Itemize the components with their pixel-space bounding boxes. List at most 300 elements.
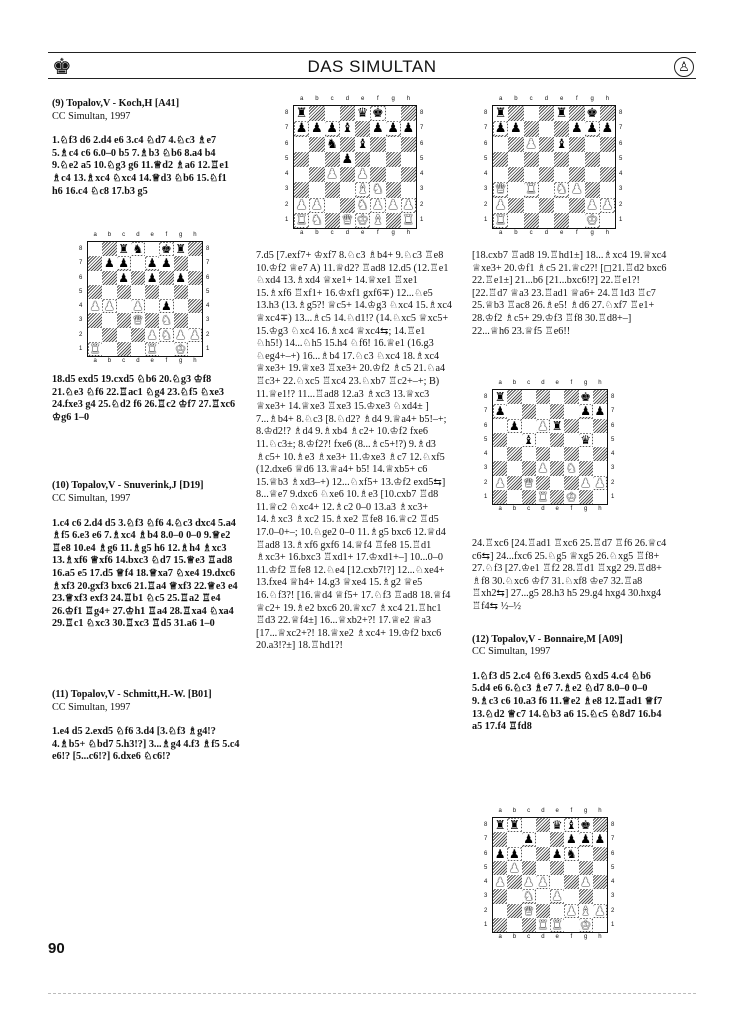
- white-king-icon: ♚: [586, 212, 598, 228]
- white-pawn-icon: ♟: [146, 327, 158, 342]
- board-square-e2: [145, 328, 159, 342]
- file-label: a: [498, 808, 502, 814]
- board-square-d2: [536, 476, 550, 490]
- board-square-d3: [539, 182, 554, 197]
- white-knight-icon: ♞: [555, 182, 568, 198]
- board-square-f1: [370, 213, 385, 228]
- file-label: h: [598, 380, 602, 386]
- page-title: DAS SIMULTAN: [307, 57, 437, 76]
- file-label: h: [193, 232, 197, 238]
- white-queen-icon: ♛: [341, 212, 354, 228]
- board-square-f3: [370, 182, 385, 197]
- board-square-f4: [564, 447, 578, 461]
- rank-label: 7: [484, 836, 488, 843]
- board-square-d1: [536, 490, 550, 504]
- board-square-a2: [88, 328, 102, 342]
- black-queen-icon: ♛: [551, 818, 563, 833]
- rank-label: 2: [619, 201, 623, 208]
- board-square-e4: [554, 167, 569, 182]
- file-label: f: [576, 96, 578, 102]
- board-square-h5: [593, 433, 607, 447]
- file-label: e: [555, 934, 559, 940]
- file-label: a: [299, 96, 304, 102]
- board-square-e5: [554, 152, 569, 167]
- white-pawn-icon: ♟: [551, 889, 563, 904]
- file-label: c: [122, 232, 126, 238]
- board-square-f1: [564, 490, 578, 504]
- rank-label: 6: [484, 422, 488, 429]
- board-square-f7: [564, 832, 578, 846]
- board-square-b2: [507, 904, 521, 918]
- black-pawn-icon: ♟: [295, 121, 308, 137]
- board-square-g6: [174, 271, 188, 285]
- file-label: f: [576, 230, 578, 236]
- black-rook-icon: ♜: [494, 818, 506, 833]
- black-knight-icon: ♞: [565, 846, 577, 861]
- board-square-e2: [554, 198, 569, 213]
- black-pawn-icon: ♟: [118, 256, 129, 271]
- file-label: d: [136, 358, 140, 364]
- board-square-c2: [522, 476, 536, 490]
- rank-labels-right: [206, 242, 209, 356]
- board-square-c1: [522, 918, 536, 932]
- black-pawn-icon: ♟: [508, 846, 520, 861]
- board-square-e6: [554, 137, 569, 152]
- file-label: f: [570, 808, 573, 814]
- rank-label: 7: [285, 125, 289, 132]
- rank-label: 6: [285, 140, 289, 147]
- file-label: a: [498, 506, 502, 512]
- rank-label: 7: [611, 408, 615, 415]
- file-label: g: [583, 808, 588, 814]
- board-square-f4: [159, 299, 173, 313]
- game-9-title: (9) Topalov,V - Koch,H [A41]: [52, 98, 180, 109]
- file-label: b: [512, 506, 517, 512]
- board-square-e3: [355, 182, 370, 197]
- rank-label: 4: [206, 303, 210, 309]
- black-rook-icon: ♜: [508, 818, 520, 833]
- white-pawn-icon: ♟: [132, 299, 144, 314]
- board-square-f7: [569, 121, 584, 136]
- board-square-e7: [554, 121, 569, 136]
- rank-label: 5: [611, 436, 615, 443]
- board-square-e2: [550, 904, 564, 918]
- board-square-g7: [579, 832, 593, 846]
- board-square-f7: [564, 404, 578, 418]
- board-square-f2: [564, 476, 578, 490]
- board-square-g1: [585, 213, 600, 228]
- board-square-a7: [493, 832, 507, 846]
- board-square-a7: [493, 404, 507, 418]
- board-square-d5: [536, 861, 550, 875]
- board-square-h8: [593, 818, 607, 832]
- board-square-f5: [564, 433, 578, 447]
- board-square-a8: [88, 242, 102, 256]
- file-label: a: [498, 96, 503, 102]
- rank-label: 4: [79, 303, 83, 309]
- board-square-h3: [593, 889, 607, 903]
- game-10-moves: 1.c4 c6 2.d4 d5 3.♘f3 ♘f6 4.♘c3 dxc4 5.a4 ♗f5 6.e3 e6 7.♗xc4 ♗b4 8.0–0 0–0 9.♕e2 ♖e8 10.e4 ♗g6 11.♗g5 h6 12.♗h4 ♗xc3 13.♗xf6 ♕xf6 14.bxc3 ♘d7 15.♕e3 ♖ad8 16.a5 e5 17.d5 ♕f4 18.♕xa7 ♘xe4 19.dxc6 ♗xf3 20.gxf3 bxc6 21.♖a4 ♕xf3 22.♕e3 e4 23.♕xf3 exf3 24.♖b1 ♘c5 25.♖a2 ♖e4 26.♔f1 ♖g4+ 27.♔h1 ♖a4 28.♖xa4 ♘xa4 29.♖c1 ♘xc3 30.♖xc3 ♖d5 31.a6 1–0: [52, 517, 238, 630]
- board-square-h1: [600, 213, 615, 228]
- board-square-c4: [522, 447, 536, 461]
- board-square-g1: [174, 342, 188, 356]
- board-square-g6: [585, 137, 600, 152]
- board-square-e7: [355, 121, 370, 136]
- rank-label: 1: [79, 345, 83, 352]
- board-square-b6: [507, 847, 521, 861]
- board-square-e5: [550, 433, 564, 447]
- black-queen-icon: ♛: [356, 106, 369, 122]
- board-square-e1: [550, 490, 564, 504]
- board-square-b3: [507, 461, 521, 475]
- black-bishop-icon: ♝: [565, 818, 577, 833]
- board-square-a5: [493, 152, 508, 167]
- board-square-h1: [188, 342, 202, 356]
- file-label: d: [136, 232, 140, 238]
- board-square-a2: [493, 476, 507, 490]
- board-square-g4: [174, 299, 188, 313]
- rank-label: 3: [484, 465, 488, 472]
- game-10-event: CC Simultan, 1997: [52, 492, 131, 504]
- game-12-title: (12) Topalov,V - Bonnaire,M [A09]: [472, 633, 623, 645]
- white-knight-icon: ♞: [565, 461, 577, 476]
- white-queen-icon: ♛: [523, 475, 534, 490]
- game-9-moves: 1.♘f3 d6 2.d4 e6 3.c4 ♘d7 4.♘c3 ♗e7 5.♗c4 c6 6.0–0 b5 7.♗b3 ♘b6 8.a4 b4 9.♘e2 a5 10.♘g3 g6 11.♕d2 ♗a6 12.♖e1 ♗c4 13.♗xc4 ♘xc4 14.♕d3 ♘b6 15.♘f1 h6 16.c4 ♘c8 17.b3 g5: [52, 135, 229, 197]
- black-bishop-icon: ♝: [523, 432, 534, 447]
- board-square-a4: [493, 167, 508, 182]
- rank-label: 2: [611, 479, 615, 486]
- board-square-b1: [507, 490, 521, 504]
- board-1: [78, 232, 228, 367]
- board-square-g5: [585, 152, 600, 167]
- file-label: g: [178, 232, 183, 238]
- white-pawn-icon: ♟: [189, 327, 201, 342]
- file-label: a: [498, 934, 502, 940]
- board-square-a3: [493, 182, 508, 197]
- white-queen-icon: ♛: [132, 313, 144, 328]
- game-9-event: CC Simultan, 1997: [52, 110, 131, 122]
- board-square-c7: [524, 121, 539, 136]
- black-pawn-icon: ♟: [326, 121, 338, 137]
- board-square-c8: [117, 242, 131, 256]
- board-square-d8: [131, 242, 145, 256]
- white-king-icon: ♚: [565, 489, 577, 504]
- board-square-f1: [564, 918, 578, 932]
- board-square-h8: [188, 242, 202, 256]
- board-square-a4: [294, 167, 309, 182]
- file-label: b: [512, 380, 517, 386]
- board-square-b8: [507, 390, 521, 404]
- board-square-b2: [102, 328, 116, 342]
- board-square-h5: [593, 861, 607, 875]
- file-label: g: [590, 230, 594, 236]
- file-label: e: [555, 380, 559, 386]
- page-number: 90: [48, 940, 65, 957]
- board-square-d4: [539, 167, 554, 182]
- board-square-g3: [579, 461, 593, 475]
- rank-label: 7: [79, 260, 83, 267]
- rank-label: 8: [484, 394, 488, 400]
- board-square-c4: [325, 167, 340, 182]
- rank-labels-left: [484, 390, 487, 504]
- board-square-d2: [536, 904, 550, 918]
- board-square-b7: [309, 121, 324, 136]
- board-square-g4: [585, 167, 600, 182]
- board-square-h8: [593, 390, 607, 404]
- board-square-e1: [550, 918, 564, 932]
- rank-label: 3: [611, 893, 615, 900]
- rank-label: 8: [611, 822, 615, 828]
- board-3: [483, 96, 633, 236]
- board-square-d1: [536, 918, 550, 932]
- white-pawn-icon: ♟: [525, 136, 537, 152]
- white-rook-icon: ♜: [402, 212, 415, 228]
- white-king-icon: ♚: [175, 341, 186, 356]
- board-square-a8: [493, 818, 507, 832]
- rank-label: 6: [619, 140, 623, 147]
- rank-labels-right: [619, 106, 622, 228]
- board-square-b6: [507, 419, 521, 433]
- rank-label: 4: [619, 171, 623, 177]
- black-rook-icon: ♜: [555, 106, 568, 122]
- board-square-a1: [493, 918, 507, 932]
- file-label: c: [527, 808, 531, 814]
- game-9-moves-continued: 18.d5 exd5 19.cxd5 ♘b6 20.♘g3 ♔f8 21.♘e3 ♘f6 22.♖ac1 ♘g4 23.♘f5 ♘xe3 24.fxe3 g4 25.♘d2 f6 26.♖c2 ♔f7 27.♖xc6 ♔g6 1–0: [52, 374, 236, 423]
- board-square-f2: [159, 328, 173, 342]
- rank-labels-left: [79, 242, 82, 356]
- black-queen-icon: ♛: [580, 432, 591, 447]
- board-square-g2: [386, 198, 401, 213]
- white-rook-icon: ♜: [295, 212, 308, 228]
- file-label: f: [377, 96, 379, 102]
- game-11-annotation-continued: [18.cxb7 ♖ad8 19.♖hd1±] 18...♗xc4 19.♕xc4 ♕xe3+ 20.♔f1 ♗c5 21.♕c2?! [◻21.♖d2 bxc6 22.♖e1±] 21...b6 [21...bxc6!?] 22.♖e1?! [22.♖d7 ♕a3 23.♖ad1 ♕a6+ 24.♖1d3 ♖c7 25.♕b3 ♖ac8 26.♗e5! ♗d6 27.♘xf7 ♖e1+ 28.♔f2 ♗c5+ 29.♔f3 ♖f8 30.♖d8+–] 22...♕h6 23.♕f5 ♖e6!!: [472, 250, 667, 337]
- white-pawn-icon: ♟: [594, 903, 606, 918]
- file-label: d: [544, 96, 549, 102]
- rank-label: 6: [206, 274, 210, 281]
- board-square-a2: [493, 198, 508, 213]
- board-square-b7: [507, 832, 521, 846]
- file-label: c: [330, 96, 334, 102]
- board-square-d6: [131, 271, 145, 285]
- file-label: e: [559, 96, 564, 102]
- file-label: b: [514, 96, 518, 102]
- board-square-a4: [88, 299, 102, 313]
- file-label: a: [299, 230, 304, 236]
- board-square-h8: [600, 106, 615, 121]
- board-square-a8: [294, 106, 309, 121]
- rank-label: 3: [484, 186, 488, 193]
- board-square-f6: [159, 271, 173, 285]
- white-pawn-icon: ♟: [89, 299, 101, 314]
- file-label: b: [107, 232, 112, 238]
- black-pawn-icon: ♟: [103, 256, 115, 271]
- white-rook-icon: ♜: [537, 917, 549, 932]
- board-square-b8: [309, 106, 324, 121]
- board-square-b3: [508, 182, 523, 197]
- file-label: c: [529, 230, 533, 236]
- white-pawn-icon: ♟: [594, 475, 606, 490]
- board-square-f8: [569, 106, 584, 121]
- rank-label: 8: [484, 822, 488, 828]
- rank-label: 6: [611, 422, 615, 429]
- file-label: d: [544, 230, 549, 236]
- file-label: e: [150, 232, 154, 238]
- board-square-d5: [340, 152, 355, 167]
- file-label: h: [605, 96, 610, 102]
- chessboard-grid: [293, 105, 417, 229]
- board-square-c3: [522, 461, 536, 475]
- board-square-g7: [585, 121, 600, 136]
- white-pawn-icon: ♟: [295, 197, 308, 213]
- board-square-f1: [159, 342, 173, 356]
- file-label: c: [122, 358, 126, 364]
- board-square-f1: [569, 213, 584, 228]
- board-square-b6: [102, 271, 116, 285]
- board-square-h7: [401, 121, 416, 136]
- board-square-h7: [593, 832, 607, 846]
- black-pawn-icon: ♟: [580, 832, 591, 847]
- board-square-f4: [569, 167, 584, 182]
- black-pawn-icon: ♟: [565, 832, 577, 847]
- file-label: h: [406, 96, 411, 102]
- rank-label: 4: [484, 879, 488, 885]
- white-pawn-icon: ♟: [326, 167, 338, 183]
- column-middle: [256, 250, 452, 653]
- board-square-h6: [188, 271, 202, 285]
- board-square-g3: [174, 313, 188, 327]
- black-rook-icon: ♜: [494, 390, 506, 405]
- rank-label: 1: [611, 493, 615, 500]
- board-square-e4: [145, 299, 159, 313]
- white-pawn-icon: ♟: [565, 903, 577, 918]
- file-label: h: [598, 808, 602, 814]
- header-top-rule: [48, 52, 696, 53]
- white-knight-icon: ♞: [311, 212, 323, 228]
- white-knight-icon: ♞: [160, 327, 172, 342]
- board-square-e6: [550, 419, 564, 433]
- board-square-g2: [579, 476, 593, 490]
- file-label: c: [330, 230, 334, 236]
- board-square-h3: [593, 461, 607, 475]
- file-label: c: [527, 380, 531, 386]
- rank-label: 4: [484, 451, 488, 457]
- file-label: f: [165, 358, 168, 364]
- board-square-e5: [355, 152, 370, 167]
- board-square-e7: [145, 256, 159, 270]
- black-king-icon: ♚: [160, 242, 172, 257]
- file-label: b: [514, 230, 518, 236]
- black-pawn-icon: ♟: [372, 121, 384, 137]
- file-label: b: [315, 230, 319, 236]
- board-square-b3: [507, 889, 521, 903]
- black-bishop-icon: ♝: [356, 136, 369, 152]
- white-knight-icon: ♞: [372, 182, 384, 198]
- file-label: h: [598, 934, 602, 940]
- file-labels-top: [493, 808, 607, 814]
- board-square-d3: [536, 461, 550, 475]
- board-square-b4: [507, 875, 521, 889]
- board-square-e8: [145, 242, 159, 256]
- rank-label: 8: [611, 394, 615, 400]
- file-label: c: [527, 934, 531, 940]
- board-square-f6: [564, 419, 578, 433]
- white-rook-icon: ♜: [537, 489, 549, 504]
- chessboard-grid: [87, 241, 203, 357]
- rank-labels-right: [420, 106, 423, 228]
- black-pawn-icon: ♟: [160, 256, 172, 271]
- board-square-d8: [340, 106, 355, 121]
- board-square-a1: [493, 213, 508, 228]
- board-square-c7: [117, 256, 131, 270]
- board-square-h4: [593, 875, 607, 889]
- board-square-c4: [522, 875, 536, 889]
- rank-label: 1: [484, 216, 488, 223]
- board-square-c8: [524, 106, 539, 121]
- board-square-b7: [102, 256, 116, 270]
- board-square-f8: [370, 106, 385, 121]
- board-square-c5: [524, 152, 539, 167]
- white-pawn-icon: ♟: [402, 197, 415, 213]
- board-square-c6: [522, 419, 536, 433]
- board-square-b7: [508, 121, 523, 136]
- rank-label: 4: [611, 879, 615, 885]
- white-bishop-icon: ♝: [372, 212, 384, 228]
- board-square-g7: [579, 404, 593, 418]
- board-square-b3: [102, 313, 116, 327]
- board-square-b2: [507, 476, 521, 490]
- board-square-e8: [554, 106, 569, 121]
- board-square-h7: [188, 256, 202, 270]
- white-rook-icon: ♜: [89, 341, 101, 356]
- file-label: f: [377, 230, 379, 236]
- black-pawn-icon: ♟: [580, 404, 591, 419]
- board-square-e6: [145, 271, 159, 285]
- board-square-e4: [550, 875, 564, 889]
- file-label: h: [193, 358, 197, 364]
- board-square-c2: [117, 328, 131, 342]
- board-square-a5: [88, 285, 102, 299]
- rank-label: 2: [285, 201, 289, 208]
- board-square-f4: [564, 875, 578, 889]
- rank-labels-right: [611, 818, 614, 932]
- board-square-b5: [102, 285, 116, 299]
- black-pawn-icon: ♟: [387, 121, 399, 137]
- board-square-a5: [294, 152, 309, 167]
- board-square-d1: [539, 213, 554, 228]
- white-pawn-icon: ♟: [387, 197, 399, 213]
- board-square-g8: [579, 818, 593, 832]
- board-square-b1: [508, 213, 523, 228]
- board-square-d5: [536, 433, 550, 447]
- file-label: g: [590, 96, 594, 102]
- board-square-c6: [522, 847, 536, 861]
- board-square-e7: [550, 832, 564, 846]
- board-square-f5: [370, 152, 385, 167]
- white-pawn-icon: ♟: [571, 182, 583, 198]
- board-square-h3: [401, 182, 416, 197]
- black-pawn-icon: ♟: [571, 121, 583, 137]
- board-4: [483, 380, 633, 520]
- file-label: d: [345, 96, 350, 102]
- board-square-f6: [564, 847, 578, 861]
- board-square-a5: [493, 861, 507, 875]
- board-square-g5: [579, 861, 593, 875]
- board-square-a1: [294, 213, 309, 228]
- rank-label: 1: [619, 216, 623, 223]
- rank-label: 2: [79, 331, 83, 338]
- board-square-e1: [554, 213, 569, 228]
- board-square-h3: [600, 182, 615, 197]
